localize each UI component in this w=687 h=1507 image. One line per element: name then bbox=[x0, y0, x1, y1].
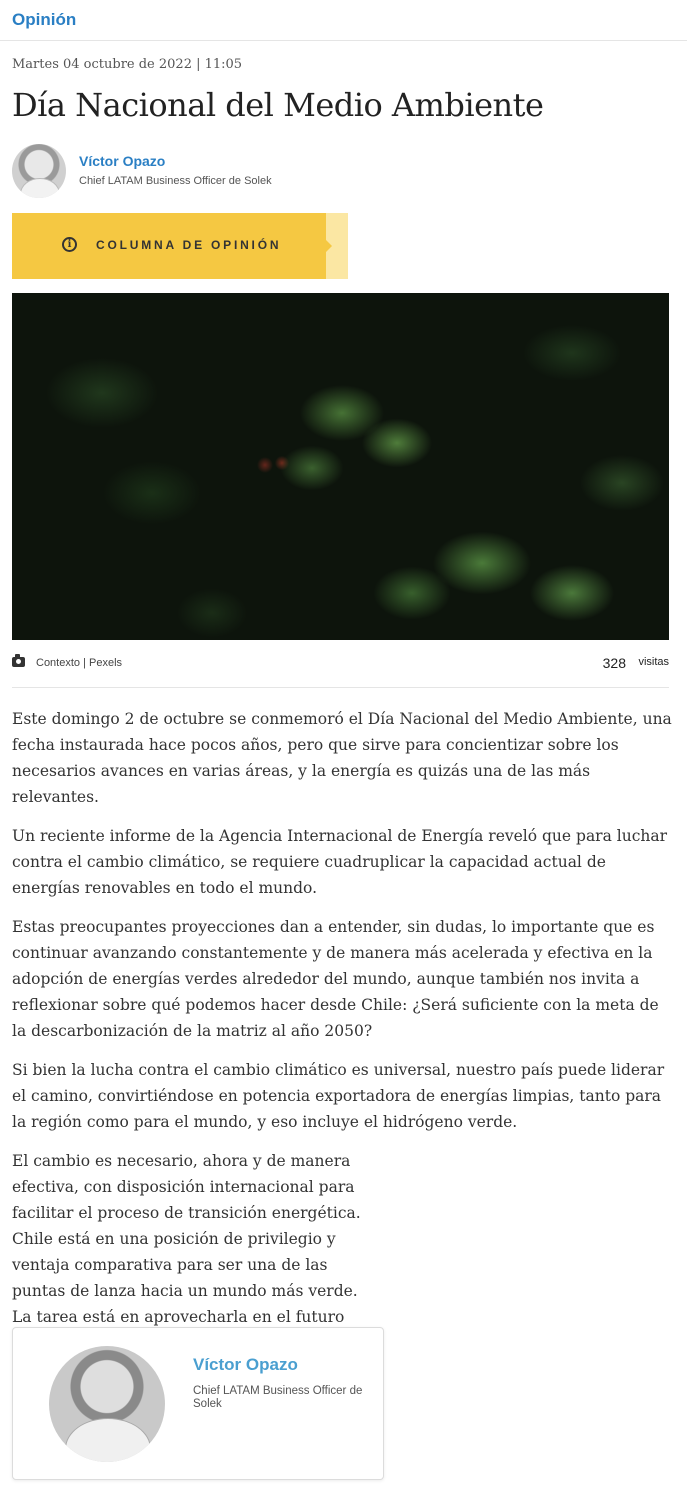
visits-count: 328 bbox=[602, 655, 626, 671]
body-paragraph: Un reciente informe de la Agencia Internacional de Energía reveló que para luchar contra el cambio climático, se requiere cuadruplicar la capacidad actual de energías renovables en todo el mundo. bbox=[12, 827, 668, 897]
body-paragraph: Estas preocupantes proyecciones dan a entender, sin dudas, lo importante que es continuar avanzando constantemente y de manera más acelerada y efectiva en la adopción de energías verdes alrededor del mundo, aunque también nos invita a reflexionar sobre qué podemos hacer desde Chile: ¿Será suficiente con la meta de la descarbonización de la matriz al año 2050? bbox=[12, 918, 659, 1040]
article-body bbox=[12, 706, 672, 1369]
camera-icon bbox=[12, 657, 25, 667]
opinion-column-label: COLUMNA DE OPINIÓN bbox=[96, 238, 282, 252]
author-card-avatar[interactable] bbox=[49, 1346, 165, 1462]
body-paragraph: Este domingo 2 de octubre se conmemoró el Día Nacional del Medio Ambiente, una fecha instaurada hace pocos años, pero que sirve para concientizar sobre los necesarios avances en varias áreas, y la energía es quizás una de las más relevantes. bbox=[12, 710, 672, 806]
body-paragraph: Si bien la lucha contra el cambio climático es universal, nuestro país puede liderar el camino, convirtiéndose en potencia exportadora de energías limpias, tanto para la región como para el mundo, y eso incluye el hidrógeno verde. bbox=[12, 1061, 665, 1131]
author-card-name-link[interactable]: Víctor Opazo bbox=[193, 1355, 298, 1374]
section-link-opinion[interactable]: Opinión bbox=[12, 10, 77, 29]
caption-divider bbox=[12, 687, 669, 688]
info-icon: i bbox=[62, 237, 77, 252]
section-header bbox=[0, 0, 687, 41]
article-title: Día Nacional del Medio Ambiente bbox=[12, 86, 544, 124]
image-caption-row bbox=[12, 654, 669, 676]
article-dateline: Martes 04 octubre de 2022 | 11:05 bbox=[12, 57, 243, 72]
author-byline bbox=[12, 144, 412, 200]
visits-label: visitas bbox=[638, 656, 669, 668]
banner-arrow-icon bbox=[326, 240, 332, 252]
avatar-figure bbox=[65, 1418, 151, 1462]
avatar-figure bbox=[20, 178, 60, 198]
body-paragraph: El cambio es necesario, ahora y de manera efectiva, con disposición internacional para facilitar el proceso de transición energética. Chile está en una posición de privilegio y ventaja comparativa para ser una de las puntas de lanza hacia un mundo más verde. La tarea está en aprovecharla en el futuro bbox=[12, 1152, 361, 1326]
article-hero-image bbox=[12, 293, 669, 640]
author-card-role: Chief LATAM Business Officer de Solek bbox=[193, 1385, 363, 1410]
author-role: Chief LATAM Business Officer de Solek bbox=[79, 175, 272, 187]
opinion-column-banner[interactable] bbox=[12, 213, 326, 279]
author-card bbox=[12, 1327, 384, 1480]
author-avatar[interactable] bbox=[12, 144, 66, 198]
image-credit: Contexto | Pexels bbox=[36, 657, 123, 669]
author-name-link[interactable]: Víctor Opazo bbox=[79, 153, 166, 169]
